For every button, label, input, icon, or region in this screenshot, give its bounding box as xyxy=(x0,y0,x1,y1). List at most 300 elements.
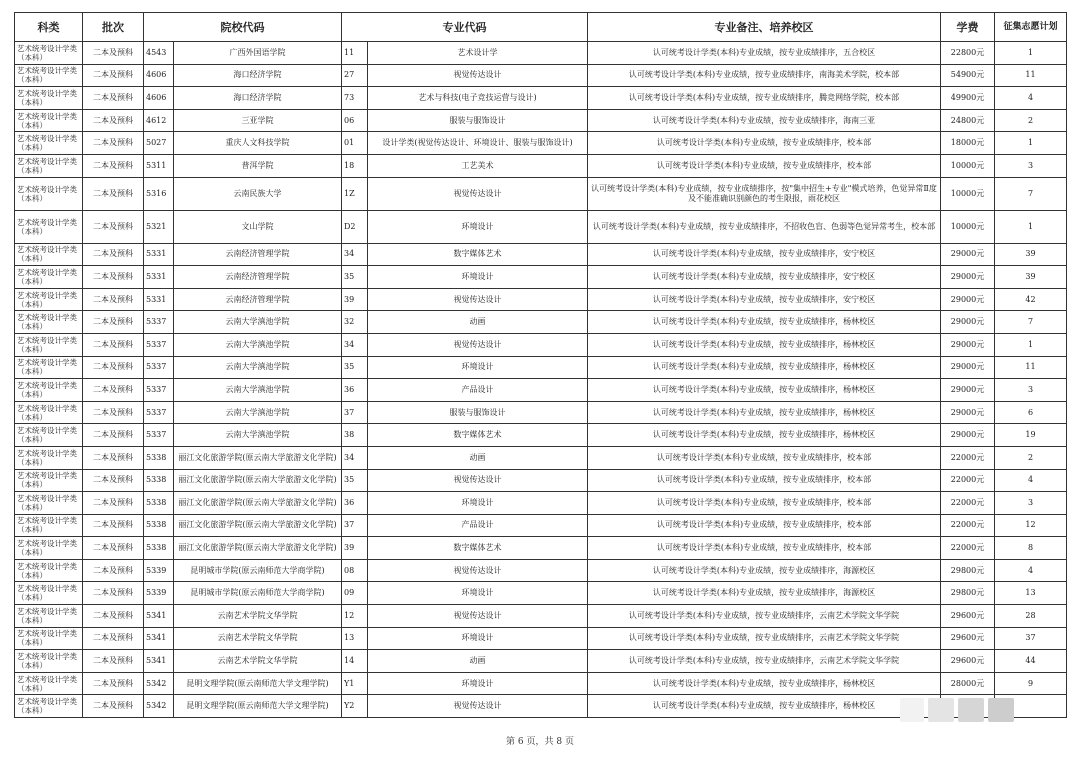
notes-cell: 认可统考设计学类(本科)专业成绩，按专业成绩排序，按"集中招生+专业"模式培养，色觉异常Ⅱ度及不能准确识别颜色的考生限报，雨花校区 xyxy=(588,177,941,210)
notes-cell: 认可统考设计学类(本科)专业成绩，按专业成绩排序，校本部 xyxy=(588,514,941,537)
fee-cell: 29000元 xyxy=(941,266,995,289)
plan-cell: 37 xyxy=(995,627,1067,650)
school-name-cell: 云南经济管理学院 xyxy=(174,288,342,311)
school-code-cell: 5338 xyxy=(144,537,174,560)
major-name-cell: 服装与服饰设计 xyxy=(368,401,588,424)
table-row xyxy=(15,492,1067,515)
school-name-cell: 云南艺术学院文华学院 xyxy=(174,627,342,650)
school-code-cell: 5342 xyxy=(144,672,174,695)
fee-cell: 29600元 xyxy=(941,650,995,673)
category-cell: 艺术统考设计学类（本科） xyxy=(15,87,83,110)
plan-cell: 3 xyxy=(995,492,1067,515)
major-code-cell: 35 xyxy=(342,266,368,289)
notes-cell: 认可统考设计学类(本科)专业成绩，按专业成绩排序，海源校区 xyxy=(588,559,941,582)
table-row xyxy=(15,582,1067,605)
school-name-cell: 昆明城市学院(原云南师范大学商学院) xyxy=(174,559,342,582)
school-code-cell: 5338 xyxy=(144,514,174,537)
category-cell: 艺术统考设计学类（本科） xyxy=(15,379,83,402)
plan-cell: 12 xyxy=(995,514,1067,537)
admission-table-wrapper xyxy=(14,12,1066,718)
school-name-cell: 云南艺术学院文华学院 xyxy=(174,650,342,673)
header-plan: 征集志愿计划 xyxy=(995,13,1067,42)
batch-cell: 二本及预科 xyxy=(83,446,144,469)
batch-cell: 二本及预科 xyxy=(83,605,144,628)
major-code-cell: 09 xyxy=(342,582,368,605)
table-row xyxy=(15,401,1067,424)
major-name-cell: 动画 xyxy=(368,446,588,469)
school-code-cell: 5337 xyxy=(144,424,174,447)
table-row xyxy=(15,64,1067,87)
plan-cell: 44 xyxy=(995,650,1067,673)
batch-cell: 二本及预科 xyxy=(83,87,144,110)
notes-cell: 认可统考设计学类(本科)专业成绩，按专业成绩排序，安宁校区 xyxy=(588,266,941,289)
plan-cell: 2 xyxy=(995,446,1067,469)
batch-cell: 二本及预科 xyxy=(83,469,144,492)
school-code-cell: 4612 xyxy=(144,109,174,132)
category-cell: 艺术统考设计学类（本科） xyxy=(15,627,83,650)
table-row xyxy=(15,446,1067,469)
major-code-cell: 34 xyxy=(342,333,368,356)
major-code-cell: 32 xyxy=(342,311,368,334)
batch-cell: 二本及预科 xyxy=(83,42,144,65)
plan-cell: 1 xyxy=(995,132,1067,155)
table-row xyxy=(15,87,1067,110)
school-code-cell: 5339 xyxy=(144,582,174,605)
batch-cell: 二本及预科 xyxy=(83,177,144,210)
notes-cell: 认可统考设计学类(本科)专业成绩，按专业成绩排序，安宁校区 xyxy=(588,288,941,311)
school-code-cell: 5331 xyxy=(144,243,174,266)
major-name-cell: 设计学类(视觉传达设计、环境设计、服装与服饰设计) xyxy=(368,132,588,155)
notes-cell: 认可统考设计学类(本科)专业成绩，按专业成绩排序，校本部 xyxy=(588,446,941,469)
school-name-cell: 广西外国语学院 xyxy=(174,42,342,65)
school-code-cell: 5331 xyxy=(144,266,174,289)
plan-cell: 39 xyxy=(995,266,1067,289)
major-name-cell: 视觉传达设计 xyxy=(368,177,588,210)
notes-cell: 认可统考设计学类(本科)专业成绩，按专业成绩排序，杨林校区 xyxy=(588,401,941,424)
major-name-cell: 环境设计 xyxy=(368,672,588,695)
category-cell: 艺术统考设计学类（本科） xyxy=(15,132,83,155)
table-row xyxy=(15,109,1067,132)
category-cell: 艺术统考设计学类（本科） xyxy=(15,650,83,673)
major-code-cell: 14 xyxy=(342,650,368,673)
major-code-cell: 27 xyxy=(342,64,368,87)
category-cell: 艺术统考设计学类（本科） xyxy=(15,605,83,628)
school-name-cell: 丽江文化旅游学院(原云南大学旅游文化学院) xyxy=(174,492,342,515)
school-code-cell: 5338 xyxy=(144,446,174,469)
fee-cell: 24800元 xyxy=(941,109,995,132)
major-name-cell: 产品设计 xyxy=(368,379,588,402)
plan-cell: 9 xyxy=(995,672,1067,695)
fee-cell: 22000元 xyxy=(941,514,995,537)
category-cell: 艺术统考设计学类（本科） xyxy=(15,446,83,469)
school-code-cell: 5337 xyxy=(144,333,174,356)
batch-cell: 二本及预科 xyxy=(83,627,144,650)
batch-cell: 二本及预科 xyxy=(83,210,144,243)
fee-cell: 28000元 xyxy=(941,672,995,695)
school-code-cell: 5338 xyxy=(144,469,174,492)
category-cell: 艺术统考设计学类（本科） xyxy=(15,210,83,243)
table-row xyxy=(15,333,1067,356)
header-fee: 学费 xyxy=(941,13,995,42)
major-name-cell: 环境设计 xyxy=(368,266,588,289)
table-row xyxy=(15,650,1067,673)
fee-cell: 29000元 xyxy=(941,379,995,402)
notes-cell: 认可统考设计学类(本科)专业成绩，按专业成绩排序，云南艺术学院文华学院 xyxy=(588,605,941,628)
plan-cell: 6 xyxy=(995,401,1067,424)
plan-cell: 8 xyxy=(995,537,1067,560)
major-name-cell: 产品设计 xyxy=(368,514,588,537)
major-name-cell: 工艺美术 xyxy=(368,154,588,177)
school-name-cell: 海口经济学院 xyxy=(174,87,342,110)
batch-cell: 二本及预科 xyxy=(83,650,144,673)
batch-cell: 二本及预科 xyxy=(83,243,144,266)
table-row xyxy=(15,356,1067,379)
school-code-cell: 5337 xyxy=(144,401,174,424)
batch-cell: 二本及预科 xyxy=(83,356,144,379)
plan-cell: 1 xyxy=(995,210,1067,243)
major-code-cell: Y1 xyxy=(342,672,368,695)
major-code-cell: 35 xyxy=(342,469,368,492)
school-name-cell: 云南经济管理学院 xyxy=(174,243,342,266)
table-row xyxy=(15,605,1067,628)
blurred-region xyxy=(900,698,924,722)
fee-cell: 29000元 xyxy=(941,311,995,334)
batch-cell: 二本及预科 xyxy=(83,311,144,334)
category-cell: 艺术统考设计学类（本科） xyxy=(15,559,83,582)
batch-cell: 二本及预科 xyxy=(83,582,144,605)
category-cell: 艺术统考设计学类（本科） xyxy=(15,243,83,266)
plan-cell: 4 xyxy=(995,559,1067,582)
fee-cell: 22000元 xyxy=(941,492,995,515)
category-cell: 艺术统考设计学类（本科） xyxy=(15,424,83,447)
major-code-cell: 12 xyxy=(342,605,368,628)
fee-cell: 29600元 xyxy=(941,605,995,628)
category-cell: 艺术统考设计学类（本科） xyxy=(15,109,83,132)
batch-cell: 二本及预科 xyxy=(83,154,144,177)
major-name-cell: 数字媒体艺术 xyxy=(368,424,588,447)
school-name-cell: 丽江文化旅游学院(原云南大学旅游文化学院) xyxy=(174,514,342,537)
major-code-cell: 34 xyxy=(342,446,368,469)
plan-cell: 7 xyxy=(995,177,1067,210)
batch-cell: 二本及预科 xyxy=(83,514,144,537)
page-footer: 第 6 页，共 8 页 xyxy=(506,737,574,747)
batch-cell: 二本及预科 xyxy=(83,401,144,424)
batch-cell: 二本及预科 xyxy=(83,672,144,695)
notes-cell: 认可统考设计学类(本科)专业成绩，按专业成绩排序，杨林校区 xyxy=(588,379,941,402)
fee-cell: 29000元 xyxy=(941,288,995,311)
major-name-cell: 动画 xyxy=(368,650,588,673)
notes-cell: 认可统考设计学类(本科)专业成绩，按专业成绩排序，腾竞网络学院，校本部 xyxy=(588,87,941,110)
school-code-cell: 5337 xyxy=(144,311,174,334)
fee-cell: 22000元 xyxy=(941,469,995,492)
category-cell: 艺术统考设计学类（本科） xyxy=(15,695,83,718)
school-name-cell: 云南民族大学 xyxy=(174,177,342,210)
blurred-region xyxy=(928,698,954,722)
plan-cell: 13 xyxy=(995,582,1067,605)
plan-cell: 1 xyxy=(995,42,1067,65)
notes-cell: 认可统考设计学类(本科)专业成绩，按专业成绩排序，杨林校区 xyxy=(588,356,941,379)
plan-cell: 11 xyxy=(995,64,1067,87)
table-row xyxy=(15,177,1067,210)
notes-cell: 认可统考设计学类(本科)专业成绩，按专业成绩排序，校本部 xyxy=(588,537,941,560)
category-cell: 艺术统考设计学类（本科） xyxy=(15,492,83,515)
blurred-region xyxy=(958,698,984,722)
plan-cell: 1 xyxy=(995,333,1067,356)
major-name-cell: 视觉传达设计 xyxy=(368,559,588,582)
school-name-cell: 云南大学滇池学院 xyxy=(174,424,342,447)
major-code-cell: 39 xyxy=(342,288,368,311)
plan-cell: 3 xyxy=(995,379,1067,402)
admission-table xyxy=(14,12,1067,718)
notes-cell: 认可统考设计学类(本科)专业成绩，按专业成绩排序，杨林校区 xyxy=(588,333,941,356)
school-name-cell: 丽江文化旅游学院(原云南大学旅游文化学院) xyxy=(174,446,342,469)
header-notes: 专业备注、培养校区 xyxy=(588,13,941,42)
major-name-cell: 视觉传达设计 xyxy=(368,288,588,311)
table-row xyxy=(15,154,1067,177)
major-name-cell: 视觉传达设计 xyxy=(368,333,588,356)
plan-cell: 2 xyxy=(995,109,1067,132)
fee-cell: 29800元 xyxy=(941,582,995,605)
major-name-cell: 艺术设计学 xyxy=(368,42,588,65)
major-code-cell: 34 xyxy=(342,243,368,266)
notes-cell: 认可统考设计学类(本科)专业成绩，按专业成绩排序，杨林校区 xyxy=(588,311,941,334)
category-cell: 艺术统考设计学类（本科） xyxy=(15,288,83,311)
school-name-cell: 云南大学滇池学院 xyxy=(174,401,342,424)
batch-cell: 二本及预科 xyxy=(83,537,144,560)
category-cell: 艺术统考设计学类（本科） xyxy=(15,537,83,560)
fee-cell: 10000元 xyxy=(941,177,995,210)
school-code-cell: 5338 xyxy=(144,492,174,515)
school-code-cell: 5339 xyxy=(144,559,174,582)
fee-cell: 22000元 xyxy=(941,446,995,469)
school-code-cell: 5316 xyxy=(144,177,174,210)
fee-cell: 10000元 xyxy=(941,210,995,243)
batch-cell: 二本及预科 xyxy=(83,424,144,447)
major-name-cell: 服装与服饰设计 xyxy=(368,109,588,132)
major-code-cell: 36 xyxy=(342,492,368,515)
notes-cell: 认可统考设计学类(本科)专业成绩，按专业成绩排序，海源校区 xyxy=(588,582,941,605)
header-major-code: 专业代码 xyxy=(342,13,588,42)
plan-cell: 4 xyxy=(995,469,1067,492)
notes-cell: 认可统考设计学类(本科)专业成绩，按专业成绩排序，校本部 xyxy=(588,469,941,492)
school-name-cell: 云南大学滇池学院 xyxy=(174,379,342,402)
major-code-cell: 37 xyxy=(342,401,368,424)
table-row xyxy=(15,514,1067,537)
fee-cell: 22000元 xyxy=(941,537,995,560)
table-row xyxy=(15,311,1067,334)
major-code-cell: 37 xyxy=(342,514,368,537)
table-row xyxy=(15,537,1067,560)
category-cell: 艺术统考设计学类（本科） xyxy=(15,266,83,289)
school-code-cell: 5341 xyxy=(144,627,174,650)
plan-cell: 11 xyxy=(995,356,1067,379)
major-name-cell: 环境设计 xyxy=(368,356,588,379)
school-code-cell: 5337 xyxy=(144,379,174,402)
fee-cell: 29000元 xyxy=(941,401,995,424)
school-name-cell: 云南大学滇池学院 xyxy=(174,356,342,379)
major-name-cell: 视觉传达设计 xyxy=(368,695,588,718)
plan-cell: 7 xyxy=(995,311,1067,334)
plan-cell: 39 xyxy=(995,243,1067,266)
school-name-cell: 重庆人文科技学院 xyxy=(174,132,342,155)
batch-cell: 二本及预科 xyxy=(83,266,144,289)
major-name-cell: 艺术与科技(电子竞技运营与设计) xyxy=(368,87,588,110)
table-row xyxy=(15,469,1067,492)
school-name-cell: 云南大学滇池学院 xyxy=(174,333,342,356)
fee-cell: 10000元 xyxy=(941,154,995,177)
school-code-cell: 5311 xyxy=(144,154,174,177)
major-code-cell: 39 xyxy=(342,537,368,560)
table-row xyxy=(15,266,1067,289)
notes-cell: 认可统考设计学类(本科)专业成绩，按专业成绩排序，云南艺术学院文华学院 xyxy=(588,650,941,673)
batch-cell: 二本及预科 xyxy=(83,559,144,582)
major-code-cell: 01 xyxy=(342,132,368,155)
school-name-cell: 三亚学院 xyxy=(174,109,342,132)
notes-cell: 认可统考设计学类(本科)专业成绩，按专业成绩排序，南海美术学院，校本部 xyxy=(588,64,941,87)
fee-cell: 29000元 xyxy=(941,424,995,447)
school-name-cell: 海口经济学院 xyxy=(174,64,342,87)
school-code-cell: 4606 xyxy=(144,87,174,110)
batch-cell: 二本及预科 xyxy=(83,109,144,132)
major-name-cell: 视觉传达设计 xyxy=(368,605,588,628)
school-code-cell: 5337 xyxy=(144,356,174,379)
plan-cell: 42 xyxy=(995,288,1067,311)
major-code-cell: 08 xyxy=(342,559,368,582)
school-code-cell: 5341 xyxy=(144,605,174,628)
fee-cell: 18000元 xyxy=(941,132,995,155)
major-name-cell: 环境设计 xyxy=(368,492,588,515)
major-name-cell: 数字媒体艺术 xyxy=(368,537,588,560)
fee-cell: 29800元 xyxy=(941,559,995,582)
major-code-cell: 06 xyxy=(342,109,368,132)
batch-cell: 二本及预科 xyxy=(83,64,144,87)
table-row xyxy=(15,210,1067,243)
plan-cell: 28 xyxy=(995,605,1067,628)
category-cell: 艺术统考设计学类（本科） xyxy=(15,514,83,537)
school-name-cell: 丽江文化旅游学院(原云南大学旅游文化学院) xyxy=(174,469,342,492)
major-code-cell: Y2 xyxy=(342,695,368,718)
school-name-cell: 昆明城市学院(原云南师范大学商学院) xyxy=(174,582,342,605)
category-cell: 艺术统考设计学类（本科） xyxy=(15,177,83,210)
category-cell: 艺术统考设计学类（本科） xyxy=(15,64,83,87)
batch-cell: 二本及预科 xyxy=(83,132,144,155)
major-name-cell: 环境设计 xyxy=(368,210,588,243)
notes-cell: 认可统考设计学类(本科)专业成绩，按专业成绩排序，杨林校区 xyxy=(588,695,941,718)
fee-cell: 49900元 xyxy=(941,87,995,110)
table-row xyxy=(15,42,1067,65)
category-cell: 艺术统考设计学类（本科） xyxy=(15,154,83,177)
plan-cell: 19 xyxy=(995,424,1067,447)
header-batch: 批次 xyxy=(83,13,144,42)
table-row xyxy=(15,627,1067,650)
notes-cell: 认可统考设计学类(本科)专业成绩，按专业成绩排序，校本部 xyxy=(588,154,941,177)
category-cell: 艺术统考设计学类（本科） xyxy=(15,42,83,65)
fee-cell: 29000元 xyxy=(941,333,995,356)
notes-cell: 认可统考设计学类(本科)专业成绩，按专业成绩排序，校本部 xyxy=(588,492,941,515)
school-code-cell: 5341 xyxy=(144,650,174,673)
table-row xyxy=(15,424,1067,447)
major-code-cell: 1Z xyxy=(342,177,368,210)
major-code-cell: 36 xyxy=(342,379,368,402)
major-code-cell: 73 xyxy=(342,87,368,110)
major-code-cell: D2 xyxy=(342,210,368,243)
school-name-cell: 昆明文理学院(原云南师范大学文理学院) xyxy=(174,672,342,695)
category-cell: 艺术统考设计学类（本科） xyxy=(15,356,83,379)
school-name-cell: 云南大学滇池学院 xyxy=(174,311,342,334)
notes-cell: 认可统考设计学类(本科)专业成绩，按专业成绩排序，不招收色盲、色弱等色觉异常考生，校本部 xyxy=(588,210,941,243)
major-code-cell: 13 xyxy=(342,627,368,650)
fee-cell: 29000元 xyxy=(941,356,995,379)
category-cell: 艺术统考设计学类（本科） xyxy=(15,582,83,605)
header-school-code: 院校代码 xyxy=(144,13,342,42)
school-code-cell: 5342 xyxy=(144,695,174,718)
table-row xyxy=(15,288,1067,311)
fee-cell: 29000元 xyxy=(941,243,995,266)
major-name-cell: 视觉传达设计 xyxy=(368,469,588,492)
notes-cell: 认可统考设计学类(本科)专业成绩，按专业成绩排序，海南三亚 xyxy=(588,109,941,132)
major-name-cell: 环境设计 xyxy=(368,582,588,605)
category-cell: 艺术统考设计学类（本科） xyxy=(15,401,83,424)
notes-cell: 认可统考设计学类(本科)专业成绩，按专业成绩排序，安宁校区 xyxy=(588,243,941,266)
category-cell: 艺术统考设计学类（本科） xyxy=(15,672,83,695)
notes-cell: 认可统考设计学类(本科)专业成绩，按专业成绩排序，五合校区 xyxy=(588,42,941,65)
major-code-cell: 35 xyxy=(342,356,368,379)
major-name-cell: 环境设计 xyxy=(368,627,588,650)
school-name-cell: 云南艺术学院文华学院 xyxy=(174,605,342,628)
major-code-cell: 18 xyxy=(342,154,368,177)
table-row xyxy=(15,243,1067,266)
batch-cell: 二本及预科 xyxy=(83,695,144,718)
notes-cell: 认可统考设计学类(本科)专业成绩，按专业成绩排序，杨林校区 xyxy=(588,424,941,447)
table-row xyxy=(15,379,1067,402)
notes-cell: 认可统考设计学类(本科)专业成绩，按专业成绩排序，校本部 xyxy=(588,132,941,155)
school-code-cell: 5027 xyxy=(144,132,174,155)
major-name-cell: 视觉传达设计 xyxy=(368,64,588,87)
fee-cell: 22800元 xyxy=(941,42,995,65)
school-name-cell: 普洱学院 xyxy=(174,154,342,177)
school-code-cell: 5331 xyxy=(144,288,174,311)
header-row xyxy=(15,13,1067,42)
batch-cell: 二本及预科 xyxy=(83,379,144,402)
notes-cell: 认可统考设计学类(本科)专业成绩，按专业成绩排序，云南艺术学院文华学院 xyxy=(588,627,941,650)
category-cell: 艺术统考设计学类（本科） xyxy=(15,333,83,356)
category-cell: 艺术统考设计学类（本科） xyxy=(15,311,83,334)
batch-cell: 二本及预科 xyxy=(83,492,144,515)
batch-cell: 二本及预科 xyxy=(83,333,144,356)
fee-cell: 54900元 xyxy=(941,64,995,87)
school-code-cell: 4543 xyxy=(144,42,174,65)
school-name-cell: 云南经济管理学院 xyxy=(174,266,342,289)
fee-cell: 29600元 xyxy=(941,627,995,650)
major-code-cell: 11 xyxy=(342,42,368,65)
school-code-cell: 5321 xyxy=(144,210,174,243)
table-body xyxy=(15,42,1067,718)
school-name-cell: 文山学院 xyxy=(174,210,342,243)
blurred-region xyxy=(988,698,1014,722)
school-name-cell: 丽江文化旅游学院(原云南大学旅游文化学院) xyxy=(174,537,342,560)
table-row xyxy=(15,672,1067,695)
category-cell: 艺术统考设计学类（本科） xyxy=(15,469,83,492)
school-code-cell: 4606 xyxy=(144,64,174,87)
notes-cell: 认可统考设计学类(本科)专业成绩，按专业成绩排序，杨林校区 xyxy=(588,672,941,695)
header-category: 科类 xyxy=(15,13,83,42)
table-row xyxy=(15,132,1067,155)
table-row xyxy=(15,559,1067,582)
major-name-cell: 动画 xyxy=(368,311,588,334)
plan-cell: 4 xyxy=(995,87,1067,110)
major-name-cell: 数字媒体艺术 xyxy=(368,243,588,266)
batch-cell: 二本及预科 xyxy=(83,288,144,311)
